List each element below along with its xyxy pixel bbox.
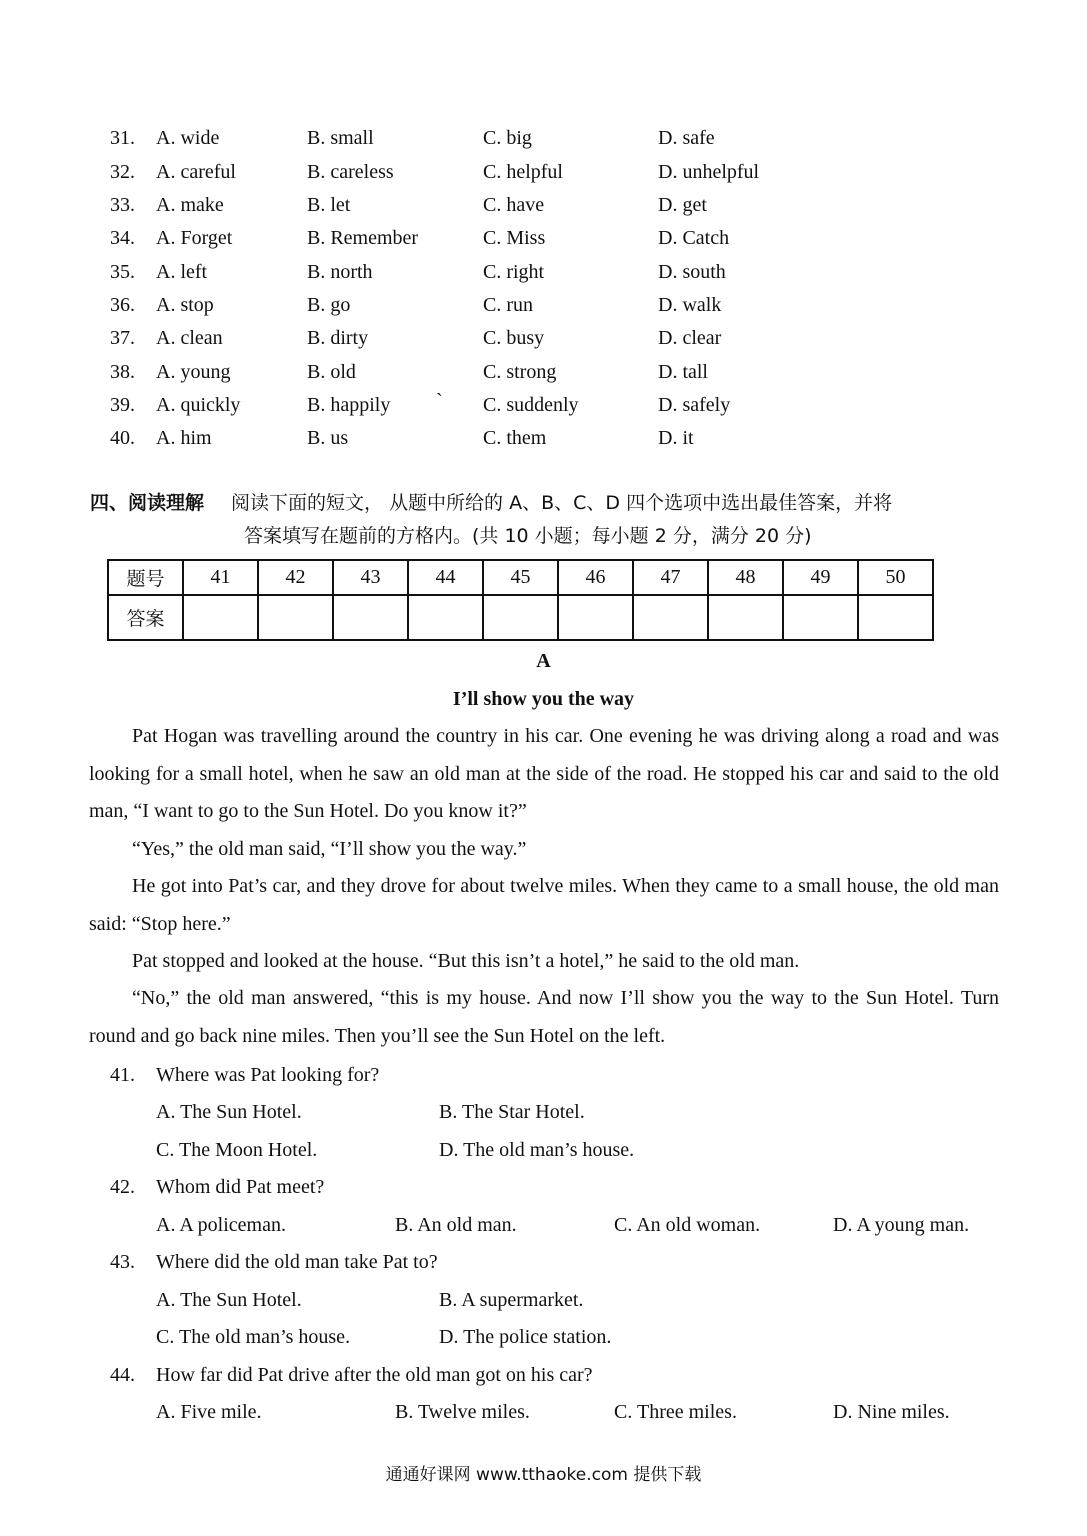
option-a: A. clean [156,327,223,349]
question-42 [0,1172,1087,1202]
passage-letter: A [536,650,551,672]
passage-paragraph-1: Pat Hogan was travelling around the country in his car. One evening he was driving along a road and was looking for a small hotel, when he saw an old man at the side of the road. He stopped his car and said to the old man, “I want to go to the Sun Hotel. Do you know it?” [89,725,999,822]
stray-mark: ` [436,390,443,412]
option-d: D. safely [658,394,731,416]
grid-answer-cell-45[interactable] [483,595,558,640]
option-a: A. quickly [156,394,241,416]
question-number: 44. [110,1364,135,1386]
option-c: C. strong [483,361,557,383]
option-d: D. Nine miles. [833,1401,950,1423]
option-b: B. A supermarket. [439,1289,584,1311]
option-c: C. The old man’s house. [156,1326,351,1348]
option-d: D. south [658,261,726,283]
question-text: How far did Pat drive after the old man got on his car? [156,1364,593,1386]
option-d: D. The police station. [439,1326,612,1348]
section-instruction-2: 答案填写在题前的方格内。(共 10 小题；每小题 2 分，满分 20 分) [244,525,812,547]
option-d: D. unhelpful [658,161,760,183]
option-c: C. suddenly [483,394,579,416]
grid-number-cell: 43 [333,560,408,595]
grid-answer-cell-41[interactable] [183,595,258,640]
section-instruction-1: 阅读下面的短文， 从题中所给的 A、B、C、D 四个选项中选出最佳答案，并将 [231,492,893,514]
option-row-32 [0,157,1087,187]
grid-number-cell: 42 [258,560,333,595]
grid-label-answer: 答案 [108,595,183,640]
option-c: C. right [483,261,545,283]
option-c: C. helpful [483,161,563,183]
option-b: B. let [307,194,351,216]
grid-answer-cell-48[interactable] [708,595,783,640]
option-a: A. Five mile. [156,1401,262,1423]
question-number: 31. [110,127,135,149]
option-b: B. north [307,261,373,283]
grid-number-cell: 46 [558,560,633,595]
question-44 [0,1360,1087,1390]
grid-answer-cell-43[interactable] [333,595,408,640]
section-title: 四、阅读理解 [90,492,205,514]
option-a: A. young [156,361,231,383]
passage-paragraph-3: He got into Pat’s car, and they drove for about twelve miles. When they came to a small house, the old man said: “Stop here.” [89,875,999,935]
option-d: D. safe [658,127,715,149]
option-d: D. tall [658,361,708,383]
option-a: A. stop [156,294,214,316]
option-a: A. The Sun Hotel. [156,1101,302,1123]
option-d: D. clear [658,327,722,349]
option-b: B. The Star Hotel. [439,1101,585,1123]
option-row-34 [0,223,1087,253]
option-a: A. wide [156,127,220,149]
option-b: B. us [307,427,349,449]
passage-paragraph-4: Pat stopped and looked at the house. “But this isn’t a hotel,” he said to the old man. [132,950,800,972]
grid-number-cell: 45 [483,560,558,595]
question-44-options [0,1397,1087,1427]
grid-number-cell: 41 [183,560,258,595]
option-c: C. big [483,127,532,149]
option-row-36 [0,290,1087,320]
option-d: D. get [658,194,707,216]
grid-label-number: 题号 [108,560,183,595]
option-c: C. The Moon Hotel. [156,1139,318,1161]
option-a: A. careful [156,161,236,183]
option-d: D. A young man. [833,1214,970,1236]
passage-paragraph-5: “No,” the old man answered, “this is my house. And now I’ll show you the way to the Sun Hotel. Turn round and go back nine miles. Then you’ll see the Sun Hotel on the left. [89,987,999,1047]
option-row-40 [0,423,1087,453]
passage-paragraph-2: “Yes,” the old man said, “I’ll show you the way.” [132,838,527,860]
section-line-1 [90,487,892,520]
option-c: C. Miss [483,227,546,249]
question-number: 34. [110,227,135,249]
option-row-35 [0,257,1087,287]
question-43-options-row-1 [0,1285,1087,1315]
grid-answer-cell-50[interactable] [858,595,933,640]
option-a: A. make [156,194,224,216]
option-row-33 [0,190,1087,220]
grid-answer-cell-42[interactable] [258,595,333,640]
grid-answer-cell-46[interactable] [558,595,633,640]
option-b: B. happily [307,394,391,416]
page-footer: 通通好课网 www.tthaoke.com 提供下载 [385,1465,702,1485]
option-b: B. Twelve miles. [395,1401,530,1423]
option-c: C. have [483,194,545,216]
option-row-37 [0,323,1087,353]
question-number: 32. [110,161,135,183]
question-number: 38. [110,361,135,383]
grid-number-cell: 47 [633,560,708,595]
question-number: 41. [110,1064,135,1086]
question-number: 33. [110,194,135,216]
option-row-39 [0,390,1087,420]
question-text: Where did the old man take Pat to? [156,1251,438,1273]
option-c: C. them [483,427,547,449]
option-c: C. busy [483,327,545,349]
option-row-38 [0,357,1087,387]
grid-number-row [108,560,933,595]
option-b: B. old [307,361,356,383]
question-text: Where was Pat looking for? [156,1064,380,1086]
option-b: B. dirty [307,327,369,349]
option-a: A. A policeman. [156,1214,286,1236]
option-a: A. Forget [156,227,233,249]
option-row-31 [0,123,1087,153]
question-41-options-row-2 [0,1135,1087,1165]
option-a: A. The Sun Hotel. [156,1289,302,1311]
grid-number-cell: 50 [858,560,933,595]
grid-number-cell: 44 [408,560,483,595]
option-a: A. him [156,427,212,449]
question-41 [0,1060,1087,1090]
option-c: C. Three miles. [614,1401,737,1423]
option-b: B. Remember [307,227,419,249]
option-c: C. run [483,294,533,316]
option-c: C. An old woman. [614,1214,761,1236]
grid-answer-cell-49[interactable] [783,595,858,640]
option-a: A. left [156,261,208,283]
option-d: D. it [658,427,694,449]
question-41-options-row-1 [0,1097,1087,1127]
grid-answer-cell-44[interactable] [408,595,483,640]
option-d: D. The old man’s house. [439,1139,635,1161]
question-number: 43. [110,1251,135,1273]
question-text: Whom did Pat meet? [156,1176,325,1198]
question-43 [0,1247,1087,1277]
option-d: D. Catch [658,227,730,249]
option-d: D. walk [658,294,722,316]
question-number: 35. [110,261,135,283]
grid-number-cell: 48 [708,560,783,595]
question-number: 39. [110,394,135,416]
grid-number-cell: 49 [783,560,858,595]
option-b: B. small [307,127,374,149]
question-number: 40. [110,427,135,449]
option-b: B. An old man. [395,1214,517,1236]
question-43-options-row-2 [0,1322,1087,1352]
option-b: B. go [307,294,351,316]
option-b: B. careless [307,161,394,183]
question-number: 36. [110,294,135,316]
answer-grid [107,559,934,641]
question-42-options [0,1210,1087,1240]
grid-answer-row [108,595,933,640]
question-number: 37. [110,327,135,349]
question-number: 42. [110,1176,135,1198]
grid-answer-cell-47[interactable] [633,595,708,640]
passage-title: I’ll show you the way [452,688,635,710]
